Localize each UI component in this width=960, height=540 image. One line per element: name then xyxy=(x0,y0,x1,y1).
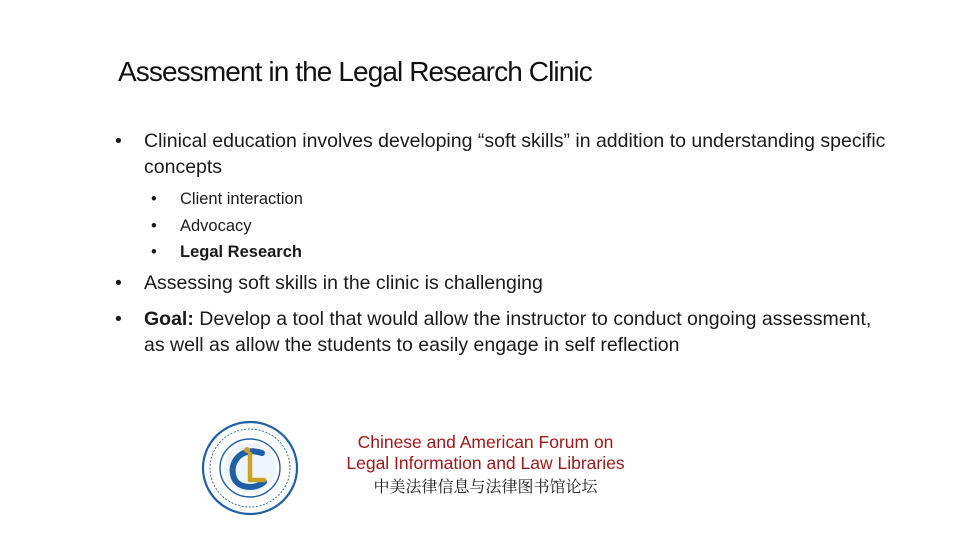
bullet-item xyxy=(115,306,895,358)
bullet-dot: • xyxy=(115,271,122,294)
sub-bullet-item xyxy=(151,239,895,266)
sub-bullet-dot: • xyxy=(151,216,157,235)
forum-name-en: Legal Information and Law Libraries xyxy=(346,453,625,473)
sub-bullet-list xyxy=(151,186,895,266)
sub-bullet-text: Advocacy xyxy=(180,216,252,235)
goal-label: Goal: xyxy=(144,307,194,330)
slide-title: Assessment in the Legal Research Clinic xyxy=(118,56,592,87)
bullet-dot: • xyxy=(115,307,122,330)
forum-name-block xyxy=(318,432,653,499)
forum-name-en: Chinese and American Forum on xyxy=(357,432,614,452)
sub-bullet-text: Legal Research xyxy=(180,243,302,261)
bullet-text: Clinical education involves developing “soft skills” in addition to understanding specific concepts xyxy=(144,130,886,178)
sub-bullet-dot: • xyxy=(151,190,157,208)
bullet-text xyxy=(144,308,871,356)
bullet-text: Assessing soft skills in the clinic is challenging xyxy=(144,271,543,294)
sub-bullet-item xyxy=(151,186,895,213)
bullet-list xyxy=(115,128,895,358)
sub-bullet-item xyxy=(151,213,895,240)
bullet-item xyxy=(115,128,895,180)
forum-seal-logo-icon xyxy=(200,420,300,516)
sub-bullet-dot: • xyxy=(151,243,157,261)
bullet-dot: • xyxy=(115,130,122,152)
goal-text: Develop a tool that would allow the instructor to conduct ongoing assessment, as well as allow the students to easily engage in self reflection xyxy=(144,307,872,356)
bullet-item xyxy=(115,270,895,296)
sub-bullet-text: Client interaction xyxy=(180,190,303,208)
forum-name-zh: 中美法律信息与法律图书馆论坛 xyxy=(373,477,598,496)
